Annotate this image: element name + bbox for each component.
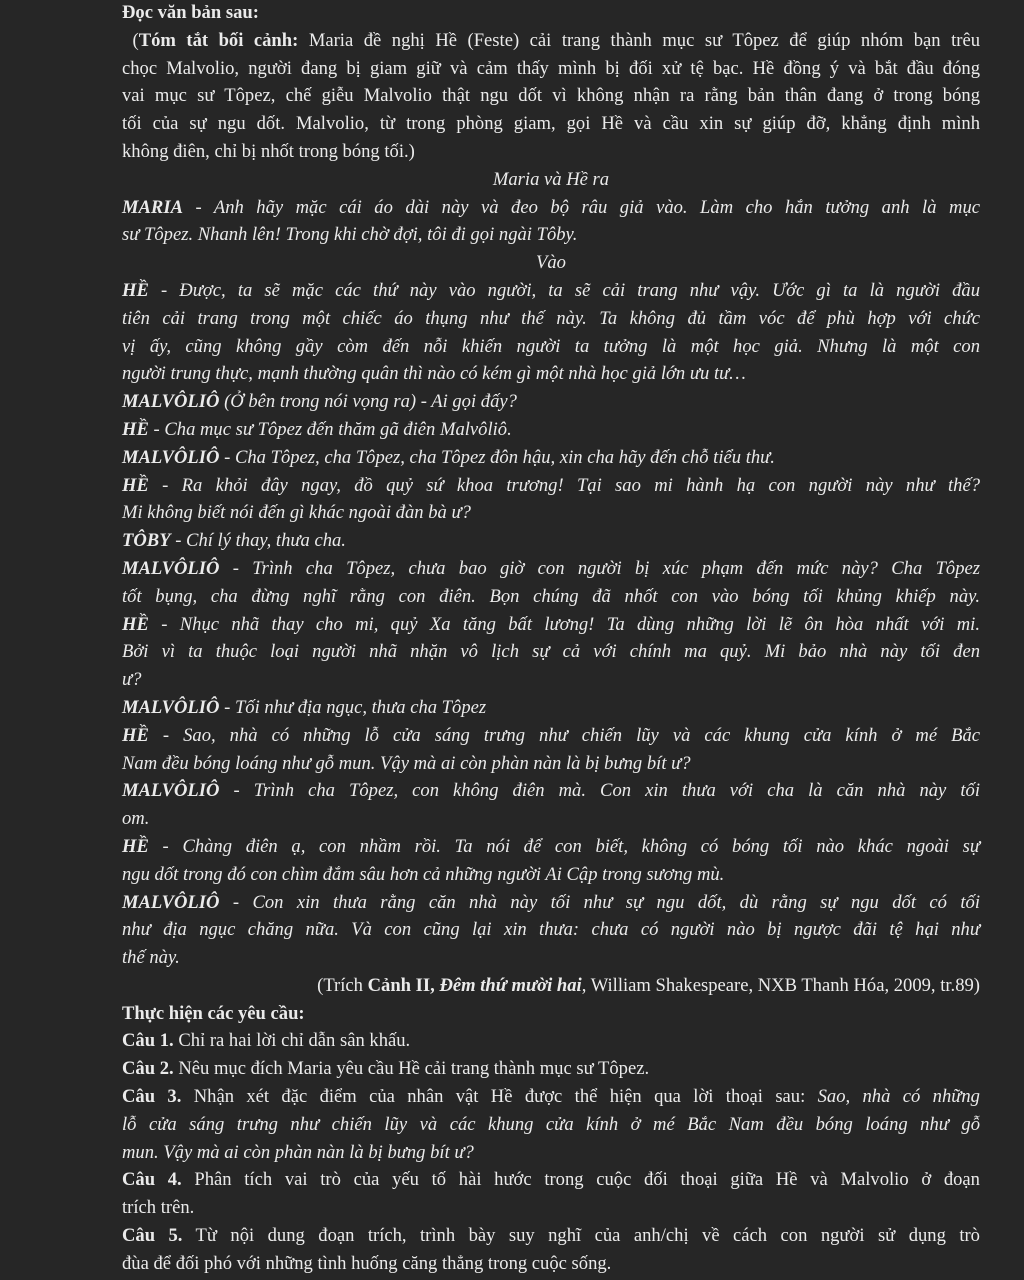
question-2: Câu 2. Nêu mục đích Maria yêu cầu Hề cải trang thành mục sư Tôpez. bbox=[122, 1058, 650, 1080]
dialogue-malvolio: MALVÔLIÔ (Ở bên trong nói vọng ra) - Ai gọi đấy? bbox=[122, 391, 517, 413]
reading-heading: Đọc văn bản sau: bbox=[122, 2, 259, 23]
speaker-name: MALVÔLIÔ bbox=[122, 891, 220, 913]
dialogue-toby: TÔBY - Chí lý thay, thưa cha. bbox=[122, 530, 346, 552]
speaker-name: MALVÔLIÔ bbox=[122, 780, 220, 802]
source-citation: (Trích Cảnh II, Đêm thứ mười hai, William Shakespeare, NXB Thanh Hóa, 2009, tr.89) bbox=[317, 974, 980, 996]
speaker-name: HỀ bbox=[122, 724, 149, 746]
speaker-name: HỀ bbox=[122, 418, 149, 440]
dialogue-he: HỀ - Cha mục sư Tôpez đến thăm gã điên Malvôliô. bbox=[122, 418, 512, 440]
context-line-1: (Tóm tắt bối cảnh: Maria đề nghị Hề (Feste) cải trang thành mục sư Tôpez để giúp nhóm bạn trêu bbox=[122, 29, 981, 51]
speaker-name: HỀ bbox=[122, 613, 149, 635]
speaker-name: HỀ bbox=[122, 474, 149, 496]
stage-direction-vao: Vào bbox=[536, 252, 566, 274]
context-line-5: không điên, chỉ bị nhốt trong bóng tối.) bbox=[122, 140, 415, 162]
dialogue-he: HỀ - Sao, nhà có những lỗ cửa sáng trưng như chiến lũy và các khung cửa kính ở mé Bắc Nam đều bóng loáng như gỗ mun. Vậy mà ai còn phàn nàn là bị bưng bít ư? bbox=[122, 724, 980, 774]
context-line-3: vai mục sư Tôpez, chế giễu Malvolio thật ngu dốt vì không nhận ra rằng bản thân đang ở trong bóng bbox=[122, 85, 980, 107]
dialogue-malvolio: MALVÔLIÔ - Cha Tôpez, cha Tôpez, cha Tôpez đôn hậu, xin cha hãy đến chỗ tiểu thư. bbox=[122, 446, 775, 468]
speaker-name: TÔBY bbox=[122, 530, 171, 552]
dialogue-malvolio: MALVÔLIÔ - Tối như địa ngục, thưa cha Tôpez bbox=[122, 696, 487, 718]
dialogue-malvolio: MALVÔLIÔ - Trình cha Tôpez, chưa bao giờ con người bị xúc phạm đến mức này? Cha Tôpez tốt bụng, cha đừng nghĩ rằng con điên. Bọn chúng đã nhốt con vào bóng tối khủng khiếp này. bbox=[122, 557, 980, 607]
dialogue-malvolio: MALVÔLIÔ - Trình cha Tôpez, con không điên mà. Con xin thưa với cha là căn nhà này tối om. bbox=[122, 780, 980, 830]
dialogue-he: HỀ - Chàng điên ạ, con nhầm rồi. Ta nói để con biết, không có bóng tối nào khác ngoài sự ngu dốt trong đó con chìm đắm sâu hơn cả những người Ai Cập trong sương mù. bbox=[122, 835, 980, 885]
dialogue-he: HỀ - Nhục nhã thay cho mi, quỷ Xa tăng bất lương! Ta dùng những lời lẽ ôn hòa nhất với mi. Bởi vì ta thuộc loại người nhã nhặn vô lịch sự cả với chính ma quỷ. Mi bảo nhà này tối đen ư? bbox=[122, 613, 980, 691]
question-4: Câu 4. Phân tích vai trò của yếu tố hài hước trong cuộc đối thoại giữa Hề và Malvolio ở đoạn trích trên. bbox=[122, 1169, 980, 1219]
speaker-name: MARIA bbox=[122, 196, 183, 218]
speaker-name: MALVÔLIÔ bbox=[122, 446, 220, 468]
question-1: Câu 1. Chỉ ra hai lời chỉ dẫn sân khấu. bbox=[122, 1030, 411, 1052]
speaker-name: HỀ bbox=[122, 835, 149, 857]
speaker-name: MALVÔLIÔ bbox=[122, 696, 220, 718]
dialogue-maria: MARIA - Anh hãy mặc cái áo dài này và đeo bộ râu giả vào. Làm cho hắn tưởng anh là mục sư Tôpez. Nhanh lên! Trong khi chờ đợi, tôi đi gọi ngài Tôby. bbox=[122, 196, 980, 246]
document-page bbox=[122, 0, 980, 1278]
question-label: Câu 1. bbox=[122, 1030, 174, 1052]
context-line-4: tối của sự ngu dốt. Malvolio, từ trong phòng giam, gọi Hề và cầu xin sự giúp đỡ, khẳng định mình bbox=[122, 113, 980, 135]
speaker-name: MALVÔLIÔ bbox=[122, 557, 220, 579]
question-3: Câu 3. Nhận xét đặc điểm của nhân vật Hề được thể hiện qua lời thoại sau: Sao, nhà có những lỗ cửa sáng trưng như chiến lũy và các khung cửa kính ở mé Bắc Nam đều bóng loáng như gỗ mun. Vậy mà ai còn phàn nàn là bị bưng bít ư? bbox=[122, 1086, 980, 1163]
context-label: Tóm tắt bối cảnh: bbox=[138, 29, 299, 51]
speaker-name: MALVÔLIÔ bbox=[122, 391, 220, 413]
dialogue-he: HỀ - Được, ta sẽ mặc các thứ này vào người, ta sẽ cải trang như vậy. Ước gì ta là người đầu tiên cải trang trong một chiếc áo thụng như thế này. Ta không đủ tầm vóc để phù hợp với chức vị ấy, cũng không gầy còm đến nỗi khiến người ta tưởng là một học giả. Nhưng là một con người trung thực, mạnh thường quân thì nào có kém gì một nhà học giả lớn ưu tư… bbox=[122, 279, 980, 385]
question-label: Câu 2. bbox=[122, 1058, 174, 1080]
dialogue-malvolio: MALVÔLIÔ - Con xin thưa rằng căn nhà này tối như sự ngu dốt, dù rằng sự ngu dốt có tối như địa ngục chăng nữa. Và con cũng lại xin thưa: chưa có người nào bị ngược đãi tệ hại như thế này. bbox=[122, 891, 980, 969]
question-label: Câu 4. bbox=[122, 1169, 182, 1191]
speaker-name: HỀ bbox=[122, 279, 149, 301]
question-label: Câu 3. bbox=[122, 1086, 182, 1108]
dialogue-he: HỀ - Ra khỏi đây ngay, đồ quỷ sứ khoa trương! Tại sao mi hành hạ con người này như thế? Mi không biết nói đến gì khác ngoài đàn bà ư? bbox=[122, 474, 980, 524]
stage-direction-enter: Maria và Hề ra bbox=[492, 168, 610, 190]
tasks-heading: Thực hiện các yêu cầu: bbox=[122, 1002, 305, 1024]
question-label: Câu 5. bbox=[122, 1225, 183, 1247]
context-line-2: chọc Malvolio, người đang bị giam giữ và cảm thấy mình bị đối xử tệ bạc. Hề đồng ý và bắt đầu đóng bbox=[122, 57, 980, 79]
question-5: Câu 5. Từ nội dung đoạn trích, trình bày suy nghĩ của anh/chị về cách con người sử dụng trò đùa để đối phó với những tình huống căng thẳng trong cuộc sống. bbox=[122, 1225, 980, 1274]
context-summary bbox=[122, 27, 980, 166]
